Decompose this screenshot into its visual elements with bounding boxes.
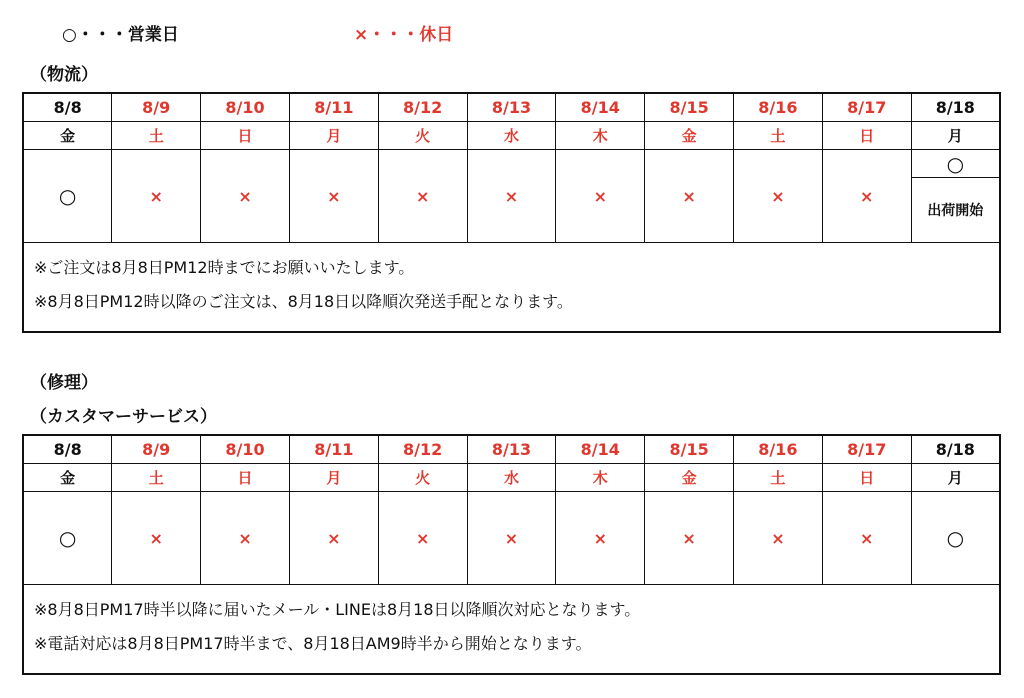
weekday-cell: 土	[734, 464, 823, 492]
logistics-heading: （物流）	[30, 65, 98, 85]
date-cell: 8/18	[911, 435, 1000, 464]
weekday-row	[23, 464, 1000, 492]
date-cell: 8/14	[556, 435, 645, 464]
weekday-cell: 日	[201, 122, 290, 150]
legend-open: ○・・・営業日	[62, 25, 179, 45]
date-cell: 8/13	[467, 435, 556, 464]
date-row	[23, 435, 1000, 464]
notes-row	[23, 243, 1000, 333]
status-open-cell: ○	[911, 492, 1000, 585]
legend-closed: ×・・・休日	[354, 25, 454, 45]
status-open-cell: ○	[911, 150, 1000, 178]
status-closed-cell: ×	[645, 492, 734, 585]
status-closed-cell: ×	[645, 150, 734, 243]
weekday-cell: 月	[911, 464, 1000, 492]
date-cell: 8/9	[112, 93, 201, 122]
status-closed-cell: ×	[378, 492, 467, 585]
weekday-cell: 日	[822, 464, 911, 492]
date-cell: 8/16	[734, 435, 823, 464]
weekday-cell: 土	[734, 122, 823, 150]
status-closed-cell: ×	[556, 492, 645, 585]
status-closed-cell: ×	[467, 150, 556, 243]
status-closed-cell: ×	[734, 492, 823, 585]
status-closed-cell: ×	[822, 492, 911, 585]
date-cell: 8/14	[556, 93, 645, 122]
notes-cell	[23, 243, 1000, 333]
date-cell: 8/12	[378, 93, 467, 122]
weekday-cell: 金	[645, 464, 734, 492]
logistics-table	[22, 92, 1001, 333]
status-row	[23, 150, 1000, 178]
date-cell: 8/10	[201, 93, 290, 122]
date-cell: 8/8	[23, 435, 112, 464]
status-row	[23, 492, 1000, 585]
date-row	[23, 93, 1000, 122]
status-closed-cell: ×	[201, 150, 290, 243]
date-cell: 8/11	[289, 435, 378, 464]
status-closed-cell: ×	[112, 150, 201, 243]
weekday-cell: 木	[556, 122, 645, 150]
date-cell: 8/16	[734, 93, 823, 122]
weekday-cell: 木	[556, 464, 645, 492]
note-line: ※8月8日PM17時半以降に届いたメール・LINEは8月18日以降順次対応となります。	[34, 600, 641, 619]
weekday-cell: 日	[201, 464, 290, 492]
note-line: ※電話対応は8月8日PM17時半まで、8月18日AM9時半から開始となります。	[34, 634, 592, 653]
date-cell: 8/11	[289, 93, 378, 122]
repair-table	[22, 434, 1001, 675]
weekday-cell: 金	[23, 464, 112, 492]
status-closed-cell: ×	[289, 150, 378, 243]
date-cell: 8/12	[378, 435, 467, 464]
note-line: ※ご注文は8月8日PM12時までにお願いいたします。	[34, 258, 415, 277]
date-cell: 8/13	[467, 93, 556, 122]
status-closed-cell: ×	[734, 150, 823, 243]
date-cell: 8/17	[822, 435, 911, 464]
date-cell: 8/8	[23, 93, 112, 122]
date-cell: 8/9	[112, 435, 201, 464]
status-closed-cell: ×	[822, 150, 911, 243]
status-closed-cell: ×	[289, 492, 378, 585]
date-cell: 8/17	[822, 93, 911, 122]
weekday-cell: 水	[467, 122, 556, 150]
status-open-cell: ○	[23, 150, 112, 243]
note-line: ※8月8日PM12時以降のご注文は、8月18日以降順次発送手配となります。	[34, 292, 573, 311]
status-closed-cell: ×	[201, 492, 290, 585]
status-closed-cell: ×	[378, 150, 467, 243]
shipping-start-label: 出荷開始	[911, 178, 1000, 243]
weekday-cell: 火	[378, 122, 467, 150]
date-cell: 8/18	[911, 93, 1000, 122]
weekday-cell: 月	[911, 122, 1000, 150]
weekday-cell: 日	[822, 122, 911, 150]
notes-cell	[23, 585, 1000, 675]
notes-row	[23, 585, 1000, 675]
date-cell: 8/15	[645, 435, 734, 464]
weekday-cell: 金	[23, 122, 112, 150]
weekday-cell: 土	[112, 122, 201, 150]
status-closed-cell: ×	[556, 150, 645, 243]
customer-service-heading: （カスタマーサービス）	[30, 407, 217, 427]
weekday-cell: 土	[112, 464, 201, 492]
weekday-cell: 火	[378, 464, 467, 492]
weekday-cell: 月	[289, 122, 378, 150]
date-cell: 8/15	[645, 93, 734, 122]
date-cell: 8/10	[201, 435, 290, 464]
status-open-cell: ○	[23, 492, 112, 585]
weekday-cell: 金	[645, 122, 734, 150]
weekday-cell: 月	[289, 464, 378, 492]
repair-heading: （修理）	[30, 373, 98, 393]
status-closed-cell: ×	[112, 492, 201, 585]
status-closed-cell: ×	[467, 492, 556, 585]
weekday-row	[23, 122, 1000, 150]
weekday-cell: 水	[467, 464, 556, 492]
